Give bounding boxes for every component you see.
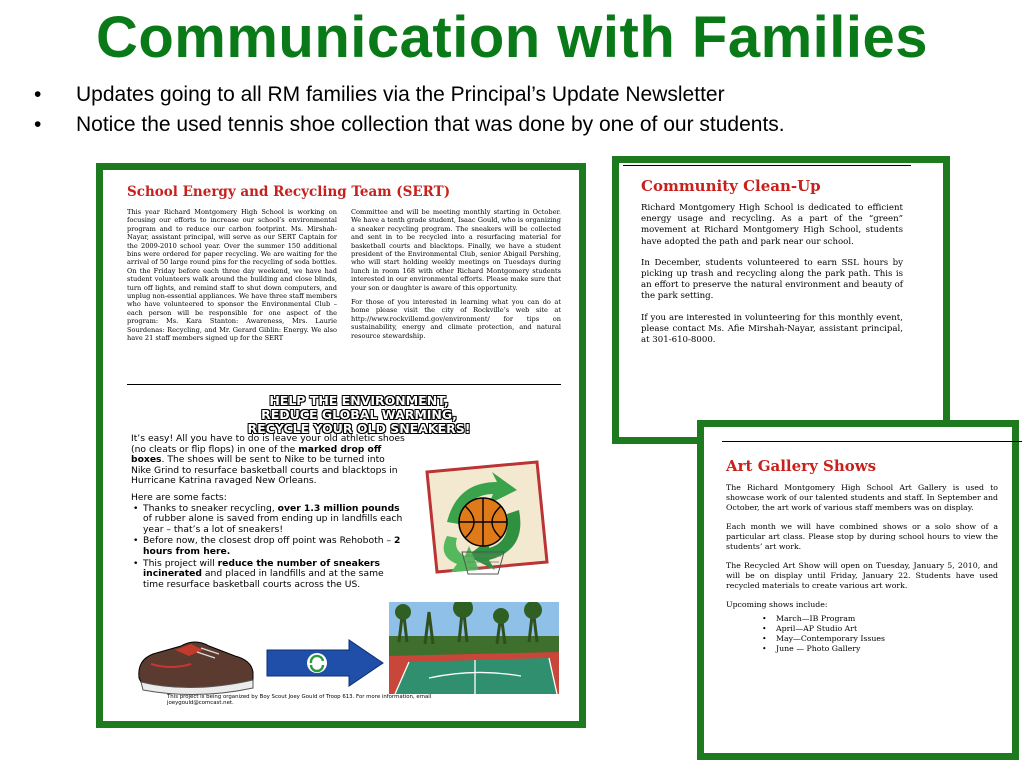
list-item: • May—Contemporary Issues [762, 634, 998, 644]
bullet-list [28, 80, 1008, 140]
arrow-image [265, 638, 385, 688]
divider [722, 441, 1022, 442]
cleanup-body: Richard Montgomery High School is dedicated to efficient energy usage and recycling. As a part of the “green” movement at Richard Montgomery High School, students have adopted the path and park near our school. In December, students volunteered to earn SSL hours by picking up trash and recycling along the park path. This is an effort to preserve the natural environment and beauty of the park setting. If you are interested in volunteering for this monthly event, please contact Ms. Afie Mirshah-Nayar, assistant principal, at 301-610-8000. [641, 203, 903, 346]
sneaker-image [131, 620, 261, 700]
bullet-item: • Updates going to all RM families via the Principal’s Update Newsletter [34, 83, 725, 106]
sert-column-left: This year Richard Montgomery High School is working on focusing our efforts to increase our school’s environmental program and to reduce our carbon footprint. Ms. Mirshah-Nayar, assistant principal, will serve as our SERT Captain for the 2009-2010 school year. Over the summer 150 additional bins were ordered for paper recycling. We are waiting for the arrival of 50 large round pins for the recycling of soda bottles. On the Friday before each three day weekend, we have had student volunteers walk around the building and close blinds, turn off lights, and remind staff to shut down computers, and unplug non-essential appliances. We have three staff members who have volunteered to sponsor the Environmental Club – each person will be responsible for one aspect of the program: Ms. Kara Stanton: Awareness, Mrs. Laurie Sourdenas: Recycling, and Mr. Gerard Giblin: Energy. We also have 21 staff members signed up for the SERT [127, 208, 337, 343]
bullet-item: • Notice the used tennis shoe collection that was done by one of our students. [34, 113, 785, 136]
facts-list: • Thanks to sneaker recycling, over 1.3 million pounds of rubber alone is saved from ending up in landfills each year – that’s a lot of sneakers! • Before now, the closest drop off point was Rehoboth – 2 hours from here. • This project will reduce the number of sneakers incinerated and placed in landfills and at the same time resurface basketball courts across the US. [131, 504, 406, 591]
sneaker-recycling-flyer [127, 390, 561, 712]
art-heading: Art Gallery Shows [726, 457, 877, 475]
list-item: • June — Photo Gallery [762, 644, 998, 654]
divider [127, 384, 561, 385]
art-gallery-panel [697, 420, 1019, 760]
sert-heading: School Energy and Recycling Team (SERT) [127, 184, 451, 200]
flyer-body: It’s easy! All you have to do is leave your old athletic shoes (no cleats or flip flops) in one of the marked drop off boxes. The shoes will be sent to Nike to be turned into Nike Grind to resurface basketball courts and blacktops in Hurricane Katrina ravaged New Orleans. Here are some facts: • Thanks to sneaker recycling, over 1.3 million pounds of rubber alone is saved from ending up in landfills each year – that’s a lot of sneakers! • Before now, the closest drop off point was Rehoboth – 2 hours from here. • This project will reduce the number of sneakers incinerated and placed in landfills and at the same time resurface basketball courts across the US. [131, 434, 406, 591]
flyer-footer: This project is being organized by Boy Scout Joey Gould of Troop 613. For more information, email joeygould@comcast.net. [167, 694, 432, 707]
slide-title: Communication with Families [95, 5, 929, 70]
sert-column-right: Committee and will be meeting monthly starting in October. We have a tenth grade student, Isaac Gould, who is organizing a sneaker recycling program. The sneakers will be collected and sent in to be recycled into a resurfacing material for basketball courts and blacktops. Finally, we have a student president of the Environmental Club, senior Abigail Pershing, who will start holding weekly meetings on Tuesdays during lunch in room 168 with other Richard Montgomery students interested in our environmental efforts. Please make sure that your son or daughter is aware of this opportunity. For those of you interested in learning what you can do at home please visit the city of Rockville’s web site at http://www.rockvillemd.gov/environment/ for tips on sustainability, energy and climate protection, and natural resource stewardship. [351, 208, 561, 340]
flyer-headline: HELP THE ENVIRONMENT, REDUCE GLOBAL WARMING, RECYCLE YOUR OLD SNEAKERS! [247, 393, 471, 436]
recycle-basketball-image [407, 452, 557, 582]
sert-newsletter-panel [96, 163, 586, 728]
community-cleanup-panel [612, 156, 950, 444]
list-item: • March—IB Program [762, 614, 998, 624]
basketball-court-image [389, 602, 559, 694]
sert-columns [127, 208, 561, 349]
divider [623, 165, 911, 166]
upcoming-shows-list [726, 614, 998, 654]
list-item: • April—AP Studio Art [762, 624, 998, 634]
cleanup-heading: Community Clean-Up [641, 177, 821, 195]
art-body: The Richard Montgomery High School Art Gallery is used to showcase work of our talented students and staff. In September and October, the art work of various staff members was on display. Each month we will have combined shows or a solo show of a particular art class. Please stop by during school hours to view the students’ art work. The Recycled Art Show will open on Tuesday, January 5, 2010, and will be on display until Friday, January 22. Students have used recycled materials to create various art work. Upcoming shows include: • March—IB Program • April—AP Studio Art • May—Contemporary Issues • June — Photo Gallery [726, 483, 998, 654]
